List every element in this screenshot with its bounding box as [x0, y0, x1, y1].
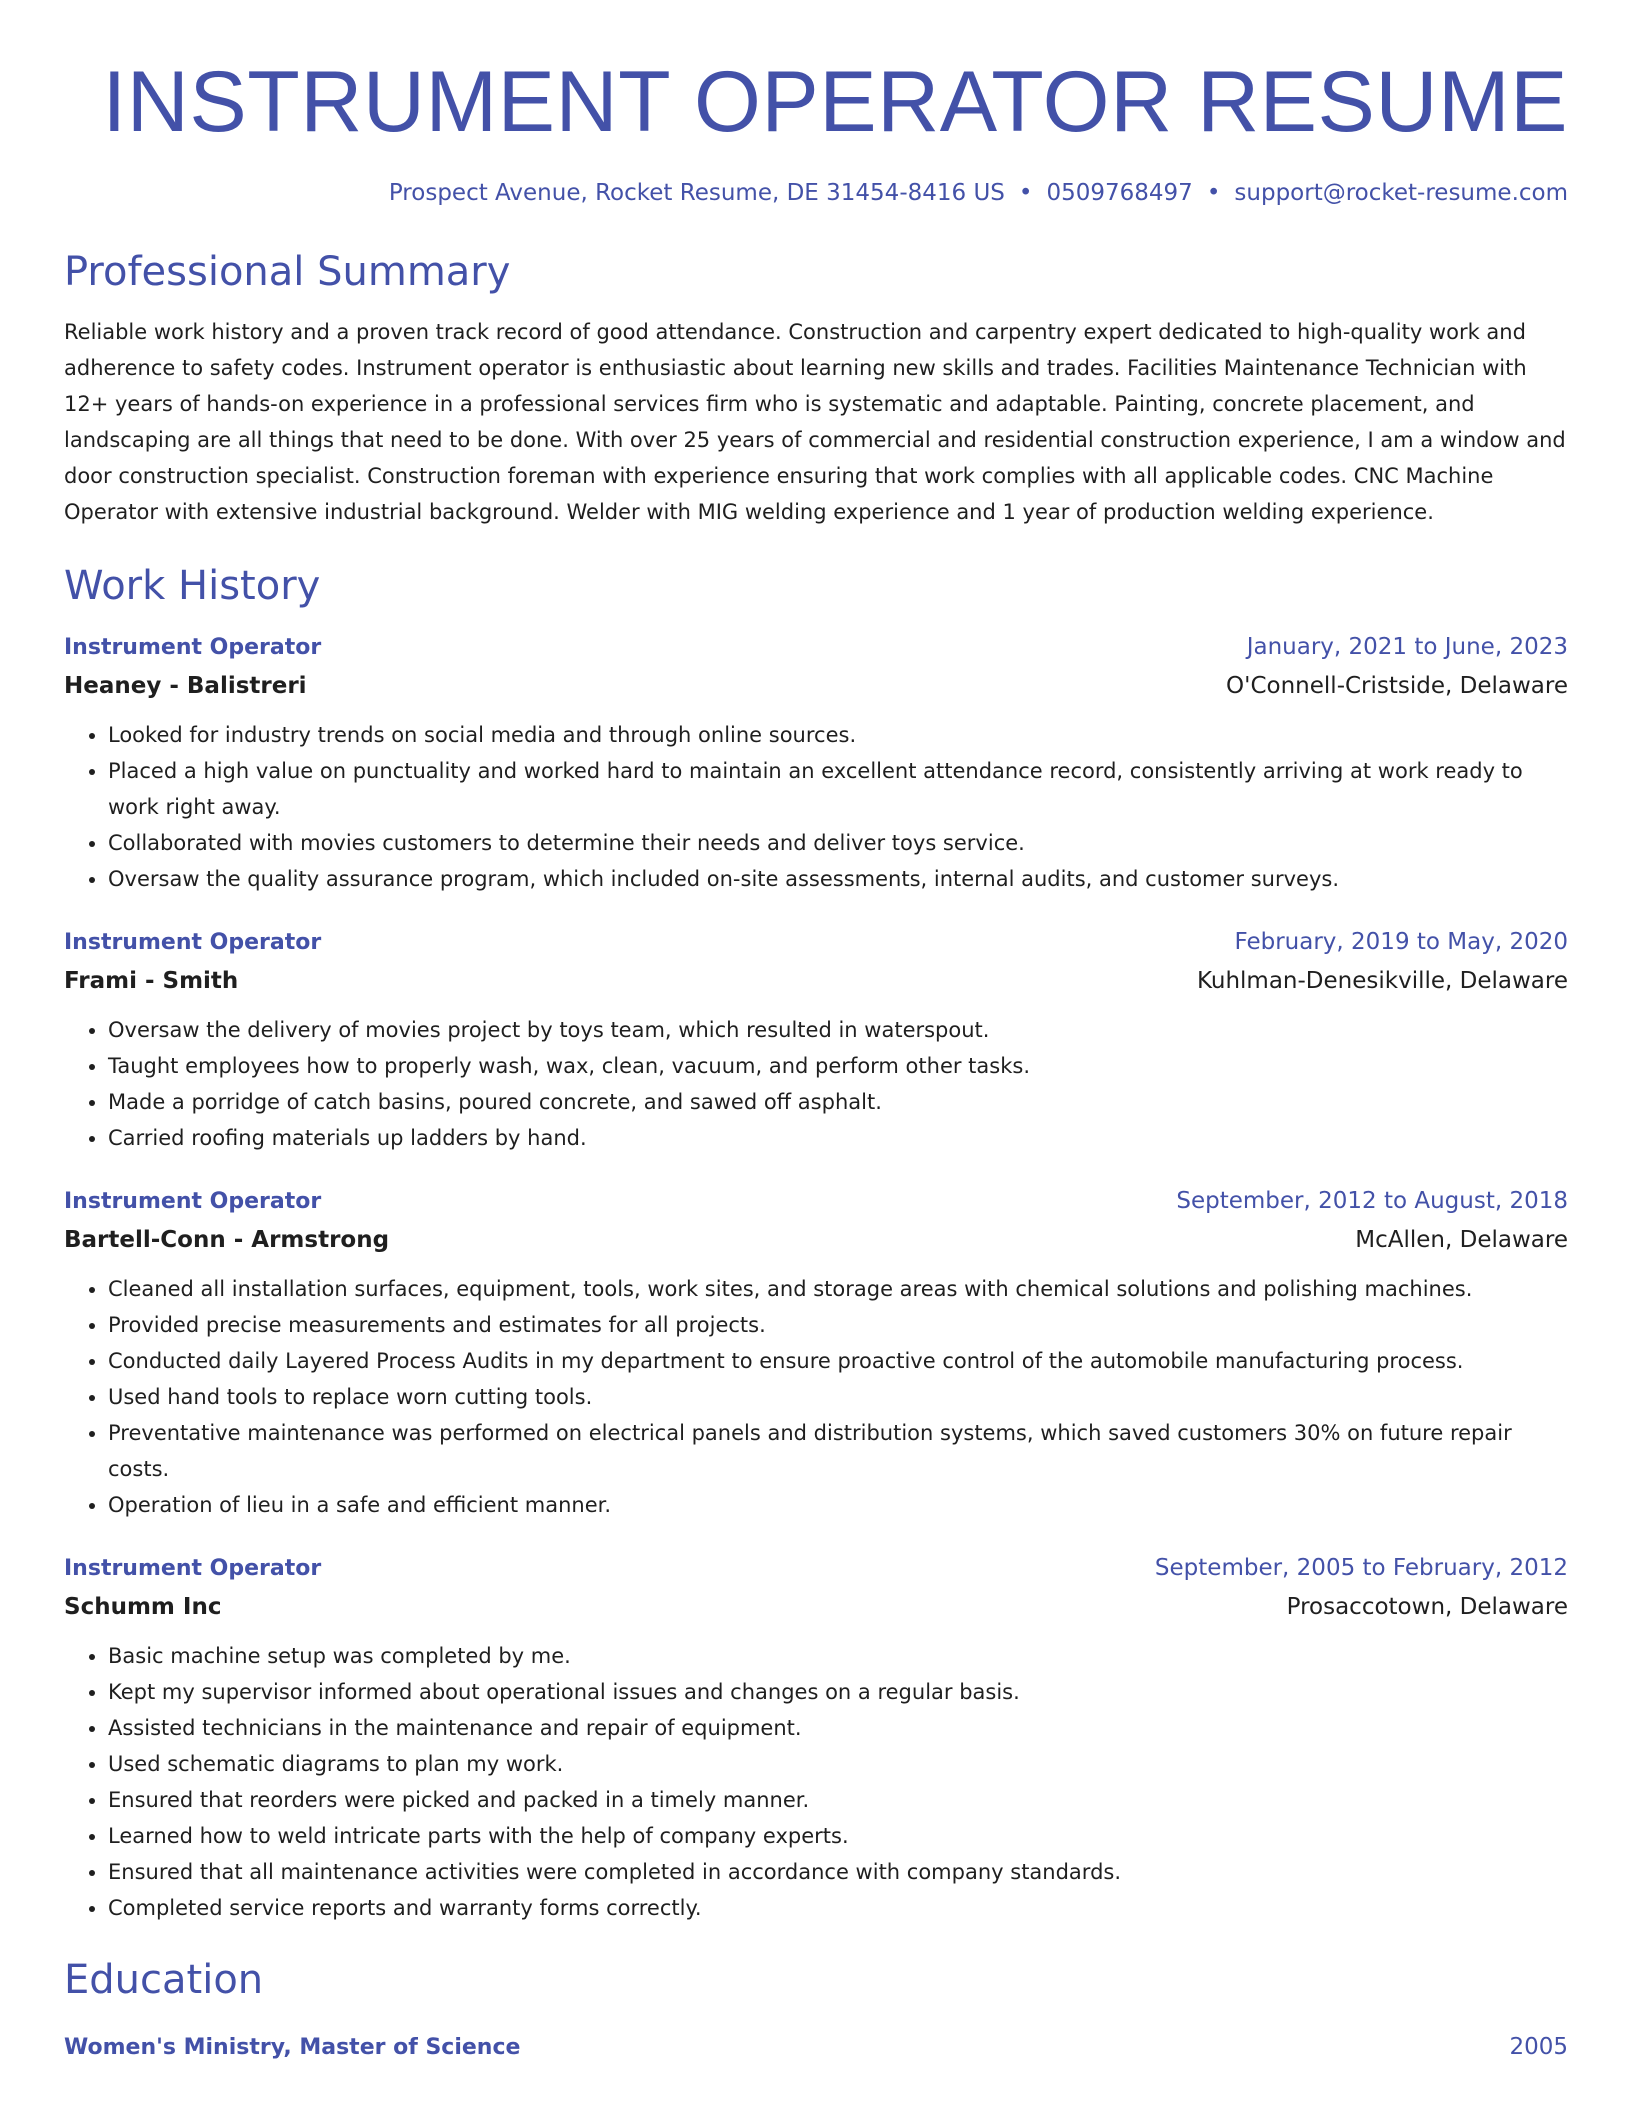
section-heading-summary: Professional Summary — [64, 249, 511, 295]
job-company: Heaney - Balistreri — [64, 673, 307, 699]
job-title: Instrument Operator — [64, 1556, 322, 1581]
education-section — [64, 1954, 1568, 2067]
job-bullet: • Operation of lieu in a safe and efficient manner. — [108, 1487, 1568, 1523]
job-bullet: • Learned how to weld intricate parts with the help of company experts. — [108, 1818, 1568, 1854]
contact-separator: • — [1206, 180, 1221, 206]
contact-separator: • — [1018, 180, 1033, 206]
job-entry — [64, 628, 1568, 897]
job-title: Instrument Operator — [64, 930, 322, 955]
resume-title: INSTRUMENT OPERATOR RESUME — [102, 54, 1568, 150]
education-degree: Women's Ministry, Master of Science — [64, 2035, 521, 2060]
summary-text: Reliable work history and a proven track record of good attendance. Construction and carpentry expert dedicated to high-quality work and adherence to safety codes. Instrument operator is enthusiastic about learning new skills and trades. Facilities Maintenance Technician with 12+ years of hands-on experience in a professional services firm who is systematic and adaptable. Painting, concrete placement, and landscaping are all things that need to be done. With over 25 years of commercial and residential construction experience, I am a window and door construction specialist. Construction foreman with experience ensuring that work complies with all applicable codes. CNC Machine Operator with extensive industrial background. Welder with MIG welding experience and 1 year of production welding experience. — [64, 320, 1566, 524]
job-company: Frami - Smith — [64, 968, 239, 994]
job-bullet: • Completed service reports and warranty forms correctly. — [108, 1890, 1568, 1926]
job-dates: February, 2019 to May, 2020 — [1234, 929, 1568, 955]
professional-summary-section — [64, 246, 1568, 530]
job-bullet: • Conducted daily Layered Process Audits in my department to ensure proactive control of the automobile manufacturing process. — [108, 1343, 1568, 1379]
contact-phone: 0509768497 — [1046, 180, 1193, 206]
job-location: McAllen, Delaware — [1355, 1227, 1568, 1253]
job-bullet: • Carried roofing materials up ladders by hand. — [108, 1120, 1568, 1156]
job-entry — [64, 1549, 1568, 1926]
job-bullet-list — [64, 1271, 1568, 1523]
job-bullet-list — [64, 717, 1568, 897]
job-dates: September, 2012 to August, 2018 — [1176, 1188, 1568, 1214]
job-bullet: • Oversaw the delivery of movies project by toys team, which resulted in waterspout. — [108, 1012, 1568, 1048]
job-title: Instrument Operator — [64, 635, 322, 660]
work-history-section — [64, 560, 1568, 1926]
job-bullet-list — [64, 1012, 1568, 1156]
section-heading-work-history: Work History — [64, 563, 321, 609]
job-location: Kuhlman-Denesikville, Delaware — [1196, 968, 1568, 994]
job-bullet: • Placed a high value on punctuality and worked hard to maintain an excellent attendance record, consistently arriving at work ready to work right away. — [108, 753, 1568, 825]
job-dates: September, 2005 to February, 2012 — [1154, 1555, 1568, 1581]
contact-line — [64, 178, 1568, 208]
job-bullet: • Made a porridge of catch basins, poured concrete, and sawed off asphalt. — [108, 1084, 1568, 1120]
job-entry — [64, 1182, 1568, 1523]
job-bullet-list — [64, 1638, 1568, 1926]
contact-address: Prospect Avenue, Rocket Resume, DE 31454-8416 US — [388, 180, 1005, 206]
job-bullet: • Preventative maintenance was performed on electrical panels and distribution systems, which saved customers 30% on future repair costs. — [108, 1415, 1568, 1487]
job-bullet: • Kept my supervisor informed about operational issues and changes on a regular basis. — [108, 1674, 1568, 1710]
job-company: Bartell-Conn - Armstrong — [64, 1227, 390, 1253]
job-location: O'Connell-Cristside, Delaware — [1226, 673, 1568, 699]
job-bullet: • Ensured that all maintenance activities were completed in accordance with company standards. — [108, 1854, 1568, 1890]
job-company: Schumm Inc — [64, 1594, 222, 1620]
job-title: Instrument Operator — [64, 1189, 322, 1214]
job-bullet: • Used schematic diagrams to plan my work. — [108, 1746, 1568, 1782]
job-bullet: • Taught employees how to properly wash, wax, clean, vacuum, and perform other tasks. — [108, 1048, 1568, 1084]
resume-page — [64, 0, 1568, 2067]
job-bullet: • Oversaw the quality assurance program, which included on-site assessments, internal audits, and customer surveys. — [108, 861, 1568, 897]
education-year: 2005 — [1509, 2034, 1568, 2060]
job-bullet: • Ensured that reorders were picked and packed in a timely manner. — [108, 1782, 1568, 1818]
job-location: Prosaccotown, Delaware — [1286, 1594, 1568, 1620]
job-bullet: • Cleaned all installation surfaces, equipment, tools, work sites, and storage areas with chemical solutions and polishing machines. — [108, 1271, 1568, 1307]
job-bullet: • Basic machine setup was completed by me. — [108, 1638, 1568, 1674]
education-entry — [64, 2028, 1568, 2067]
contact-email: support@rocket-resume.com — [1234, 180, 1568, 206]
job-bullet: • Collaborated with movies customers to determine their needs and deliver toys service. — [108, 825, 1568, 861]
job-entry — [64, 923, 1568, 1156]
section-heading-education: Education — [64, 1957, 264, 2003]
job-bullet: • Provided precise measurements and estimates for all projects. — [108, 1307, 1568, 1343]
job-dates: January, 2021 to June, 2023 — [1246, 634, 1568, 660]
job-bullet: • Looked for industry trends on social media and through online sources. — [108, 717, 1568, 753]
job-bullet: • Assisted technicians in the maintenance and repair of equipment. — [108, 1710, 1568, 1746]
job-bullet: • Used hand tools to replace worn cutting tools. — [108, 1379, 1568, 1415]
